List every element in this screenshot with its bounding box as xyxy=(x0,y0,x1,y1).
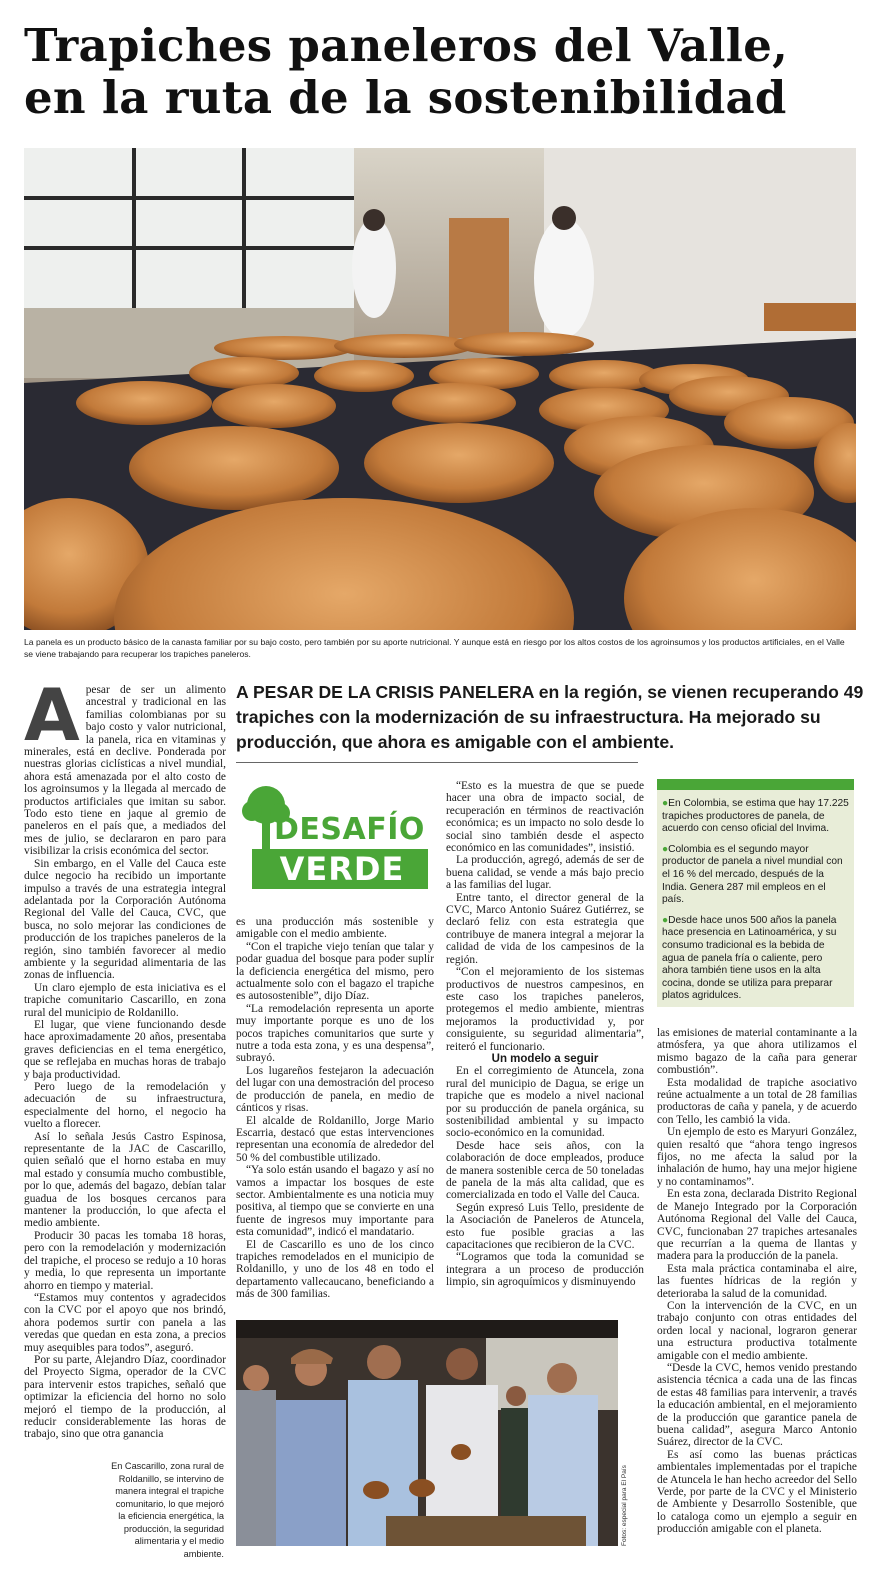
paragraph: Es así como las buenas prácticas ambientales implementadas por el trapiche de Atuncela le han hecho acreedor del Sello Verde, por parte de la CVC y el Ministerio de Ambiente y Desarrollo Sostenible, que lo cataloga como un ejemplo a seguir en producción amigable con el planeta. xyxy=(657,1448,857,1536)
paragraph: Los lugareños festejaron la adecuación del lugar con una demostración del proceso de producción de panela, en medio de cánticos y risas. xyxy=(236,1064,435,1115)
photo-credit xyxy=(619,1450,629,1546)
group-photo xyxy=(236,1320,618,1546)
paragraph: Así lo señala Jesús Castro Espinosa, representante de la JAC de Cascarillo, quien señaló que el horno estaba en muy mal estado y consumía mucho combustible, por lo que, además del bagazo, debían talar guadua de los bosques cercanos para mantener la producción, lo que afecta el medio ambiente. xyxy=(24,1130,226,1230)
logo-word-verde: VERDE xyxy=(279,850,405,888)
main-photo xyxy=(24,148,856,630)
panela-blocks-image xyxy=(24,148,856,630)
paragraph: Un ejemplo de esto es Maryuri González, quien resaltó que “ahora tengo ingresos fijos, no me afecta la salud por la inhalación de humo, hay una mejor higiene y no contaminamos”. xyxy=(657,1126,857,1188)
main-photo-caption: La panela es un producto básico de la canasta familiar por su bajo costo, pero también por su aporte nutricional. Y aunque está en riesgo por los altos costos de los agroinsumos y los productos artificiales, en el Valle se viene trabajando para recuperar los trapiches paneleros. xyxy=(24,637,845,659)
paragraph: “Desde la CVC, hemos venido prestando asistencia técnica a cada una de las fincas de estas 48 familias para intervenir, a través la educación ambiental, en el mejoramiento de la producción que garantice panela de buena calidad”, asegura Marco Antonio Suárez, director de la CVC. xyxy=(657,1361,857,1449)
lead-caps: A PESAR DE LA CRISIS PANELERA xyxy=(236,682,534,702)
bullet-icon: ● xyxy=(662,914,669,926)
paragraph: Producir 30 pacas les tomaba 18 horas, pero con la remodelación y modernización del trapiche, el proceso se redujo a 10 horas y media, lo que representa un importante ahorro en tiempo y material. xyxy=(24,1229,226,1292)
paragraph: es una producción más sostenible y amigable con el medio ambiente. xyxy=(236,916,434,941)
logo-word-desafio: DESAFÍO xyxy=(274,812,425,847)
column-3 xyxy=(446,780,644,1289)
paragraph: “Logramos que toda la comunidad se integrara a un proceso de producción limpio, sin agroquímicos y disminuyendo xyxy=(446,1251,644,1289)
paragraph: “Ya solo están usando el bagazo y así no vamos a impactar los bosques de este sector. Ambientalmente es una noticia muy positiva, al tiempo que se convierte en una fuente de ingresos muy importante para esta comunidad”, indicó el mandatario. xyxy=(236,1164,434,1239)
fact-item: ●Desde hace unos 500 años la panela hace presencia en Latinoamérica, y su consumo tradicional es la bebida de agua de panela fría o caliente, pero ahora también tiene usos en la alta cocina, donde se utiliza para preparar platos agridulces. xyxy=(662,914,837,1002)
paragraph: “Esto es la muestra de que se puede hacer una obra de impacto social, de recuperación en términos de reactivación económica; es un impacto no solo desde lo social sino también desde el aspecto económico en las comunidades”, insistió. xyxy=(446,780,644,855)
paragraph: El lugar, que viene funcionando desde hace aproximadamente 20 años, presentaba graves deficiencias en el tema energético, que se reflejaba en muchas horas de trabajo y baja productividad. xyxy=(24,1018,226,1081)
column-4 xyxy=(657,1027,857,1536)
headline-line-1: Trapiches paneleros del Valle, xyxy=(24,19,789,72)
photo-credit-text: Fotos: especial para El País xyxy=(621,1465,628,1546)
paragraph: Entre tanto, el director general de la CVC, Marco Antonio Suárez Gutiérrez, se declaró feliz con esta estrategia que contribuye de manera integral a mejorar la calidad de vida de los campesinos de la región. xyxy=(446,891,644,966)
paragraph: Pero luego de la remodelación y adecuación de su infraestructura, especialmente del horno, el negocio ha vuelto a florecer. xyxy=(24,1081,226,1131)
divider xyxy=(236,762,638,763)
paragraph: “La remodelación representa un aporte muy importante porque es uno de los pocos trapiches comunitarios que surte y nutre a toda esta zona, y es una despensa”, subrayó. xyxy=(236,1002,434,1065)
paragraph: La producción, agregó, además de ser de buena calidad, se vende a más bajo precio a las familias del lugar. xyxy=(446,854,644,892)
group-photo-image xyxy=(236,1320,618,1546)
paragraph: Por su parte, Alejandro Díaz, coordinador del Proyecto Sigma, operador de la CVC para intervenir estos trapiches, señaló que optimizar la eficiencia del horno no solo mejoró el tiempo de la producción, al reducir considerablemente las horas de trabajo, sino que otra ganancia xyxy=(24,1353,226,1441)
lead-rest: en la región, se vienen recuperando 49 trapiches con la modernización de su infraestructura. Ha mejorado su producción, que ahora es amigable con el ambiente. xyxy=(236,682,864,752)
paragraph: Según expresó Luis Tello, presidente de la Asociación de Paneleros de Atuncela, esto fue posible gracias a las capacitaciones que recibieron de la CVC. xyxy=(446,1201,644,1252)
paragraph: Esta mala práctica contaminaba el aire, las fuentes hídricas de la región y deterioraba la salud de la comunidad. xyxy=(657,1262,857,1300)
dropcap: A xyxy=(24,673,80,757)
fact-item: ●Colombia es el segundo mayor productor de panela a nivel mundial con el 16 % del mercado, después de la India. Genera 287 mil empleos en el país. xyxy=(662,843,843,906)
paragraph: El de Cascarillo es uno de los cinco trapiches remodelados en el municipio de Roldanillo, y uno de los 48 en todo el departamento vallecaucano, beneficiando a más de 300 familias. xyxy=(236,1238,434,1301)
fact-item: ●En Colombia, se estima que hay 17.225 trapiches productores de panela, de acuerdo con censo oficial del Invima. xyxy=(662,798,849,835)
bullet-icon: ● xyxy=(662,798,669,809)
paragraph: pesar de ser un alimento ancestral y tradicional en las familias colombianas por su bajo costo y valor nutricional, la panela, rica en vitaminas y minerales, está en declive. Ponderada por nuestras glorias ciclísticas a nivel mundial, ahora está amenazada por el alto costo de los agroinsumos y la llegada al mercado de productos artificiales que imitan su sabor. Todo esto tiene en jaque al gremio de paneleros en el país que, a mediados del mes de julio, se declararon en paro para visibilizar la crisis económica del sector. xyxy=(24,684,226,858)
paragraph: Desde hace seis años, con la colaboración de doce empleados, produce de manera sostenible cerca de 50 toneladas de panela de la más alta calidad, que es comercializada en todo el Valle del Cauca. xyxy=(446,1139,644,1202)
lead-deck xyxy=(236,680,864,755)
column-2 xyxy=(236,916,434,1301)
paragraph: Esta modalidad de trapiche asociativo reúne actualmente a un total de 28 familias productoras de caña y panela, y de acuerdo con Tello, les cambió la vida. xyxy=(657,1076,857,1126)
headline xyxy=(24,20,874,124)
paragraph: “Con el mejoramiento de los sistemas productivos de nuestros campesinos, en este caso los trapiches paneleros, protegemos el medio ambiente, mientras mejoramos la productividad y, por consiguiente, su seguridad alimentaria”, reiteró el funcionario. xyxy=(446,966,644,1053)
bullet-icon: ● xyxy=(662,843,669,855)
paragraph: Con la intervención de la CVC, en un trabajo conjunto con otras entidades del orden local y nacional, lograron generar una estructura productiva totalmente amigable con el medio ambiente. xyxy=(657,1299,857,1362)
headline-line-2: en la ruta de la sostenibilidad xyxy=(24,71,787,124)
paragraph: las emisiones de material contaminante a la atmósfera, ya que ahora utilizamos el mismo bagazo de la caña para generar combustión”. xyxy=(657,1027,857,1077)
column-1 xyxy=(24,673,226,1441)
subheading: Un modelo a seguir xyxy=(491,1052,599,1065)
paragraph: El alcalde de Roldanillo, Jorge Mario Escarria, destacó que estas intervenciones representan una economía de alrededor del 50 % del combustible utilizado. xyxy=(236,1114,434,1164)
paragraph: Sin embargo, en el Valle del Cauca este dulce negocio ha recibido un importante impulso a través de una estrategia integral adelantada por la Corporación Autónoma Regional del Valle del Cauca, CVC, que busca, no solo mejorar las condiciones de producción de los trapiches paneleros de la región, sino también favorecer al medio ambiente y la seguridad alimentaria de las zonas de influencia. xyxy=(24,857,226,982)
paragraph: En esta zona, declarada Distrito Regional de Manejo Integrado por la Corporación Autónoma Regional del Valle del Cauca, CVC, funcionaban 27 trapiches artesanales que recurrían a la quema de llantas y madera para la producción de la panela. xyxy=(657,1188,857,1263)
desafio-verde-logo xyxy=(238,783,428,891)
group-photo-caption: En Cascarillo, zona rural de Roldanillo, se intervino de manera integral el trapiche comunitario, lo que mejoró la eficiencia energética, la producción, la seguridad alimentaria y el medio ambiente. xyxy=(111,1461,224,1559)
facts-header-bar xyxy=(657,779,854,790)
paragraph: “Con el trapiche viejo tenían que talar y podar guadua del bosque para poder suplir la deficiencia energética del mismo, pero actualmente solo con el bagazo el trapiche es autosostenible”, dijo Díaz. xyxy=(236,940,434,1003)
paragraph: En el corregimiento de Atuncela, zona rural del municipio de Dagua, se erige un trapiche que es modelo a nivel nacional por su producción de panela orgánica, su sostenibilidad ambiental y su impacto socio-económico en la comunidad. xyxy=(446,1065,644,1140)
paragraph: Un claro ejemplo de esta iniciativa es el trapiche comunitario Cascarillo, en zona rural del municipio de Roldanillo. xyxy=(24,981,226,1019)
paragraph: “Estamos muy contentos y agradecidos con la CVC por el apoyo que nos brindó, ahora podemos surtir con panela a las veredas que quedan en esta zona, a precios muy asequibles para todos”, aseguró. xyxy=(24,1291,226,1354)
facts-box xyxy=(657,779,854,1007)
